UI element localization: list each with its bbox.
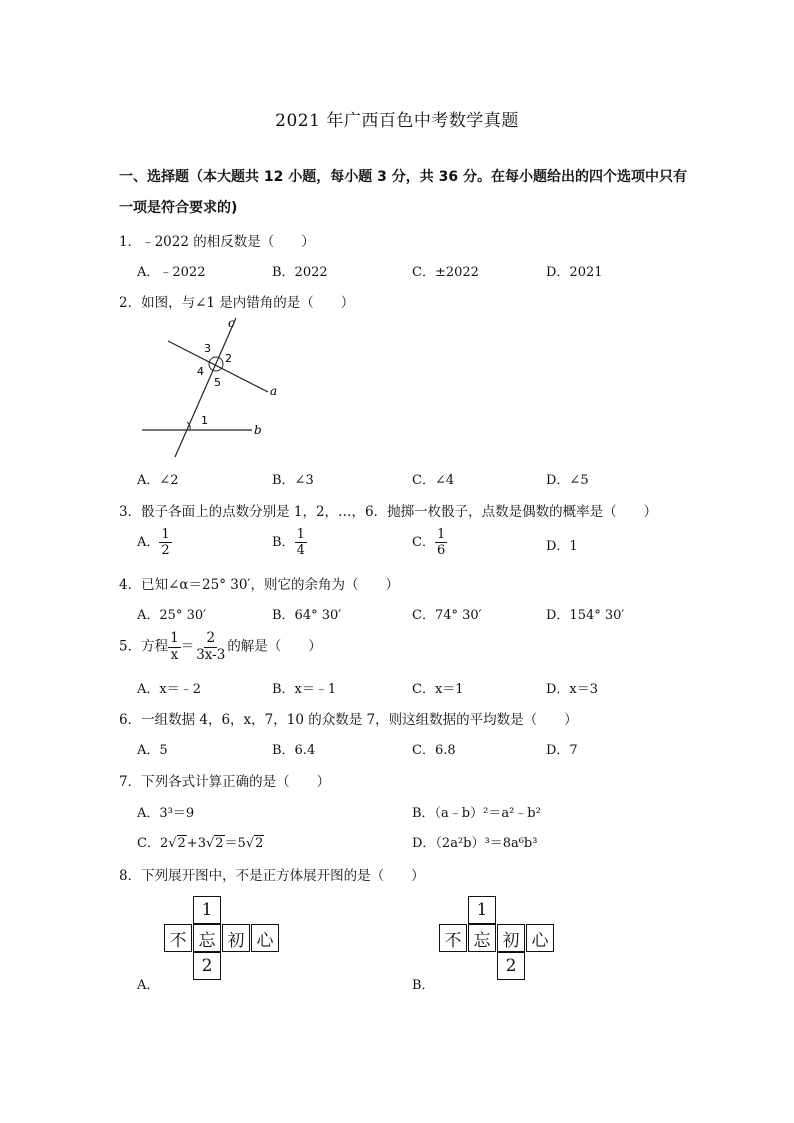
net-b-cell-3: 初 bbox=[497, 924, 525, 952]
net-a-cell-4: 心 bbox=[251, 924, 279, 952]
q8-option-b-label: B． bbox=[412, 978, 435, 993]
q4-option-b: B．64° 30′ bbox=[272, 608, 342, 623]
q4-option-d: D．154° 30′ bbox=[546, 608, 625, 623]
q5-equals: ＝ bbox=[180, 638, 195, 655]
q7-c-radicand-1: 2 bbox=[177, 836, 186, 851]
q7-option-b: B．（a﹣b）²＝a²﹣b² bbox=[412, 806, 541, 821]
q1-option-c: C．±2022 bbox=[412, 265, 479, 280]
net-a-cell-top: 1 bbox=[193, 896, 221, 924]
q5-right-numerator: 2 bbox=[206, 630, 216, 646]
net-a-cell-3: 初 bbox=[222, 924, 250, 952]
section-heading-line2: 一项是符合要求的) bbox=[119, 200, 238, 216]
q8-net-b bbox=[439, 896, 559, 984]
section-heading-line1: 一、选择题（本大题共 12 小题，每小题 3 分，共 36 分。在每小题给出的四个选项中只有 bbox=[119, 169, 687, 185]
q5-option-b: B．x＝﹣1 bbox=[272, 682, 337, 697]
q3-c-numerator: 1 bbox=[436, 527, 446, 542]
q3-option-d: D．1 bbox=[546, 539, 578, 554]
net-a-cell-2: 忘 bbox=[193, 924, 221, 952]
q5-right-fraction bbox=[194, 632, 227, 662]
q7-option-a: A．3³＝9 bbox=[137, 806, 195, 821]
q3-c-prefix: C． bbox=[412, 535, 435, 550]
q2-angle-figure bbox=[130, 312, 280, 462]
q3-c-fraction bbox=[435, 528, 447, 557]
q5-suffix: 的解是（ ） bbox=[227, 638, 322, 655]
q2-option-b: B．∠3 bbox=[272, 473, 314, 488]
net-b-cell-2: 忘 bbox=[468, 924, 496, 952]
line-c bbox=[175, 318, 236, 457]
label-c: c bbox=[228, 316, 235, 330]
q5-right-denominator: 3x-3 bbox=[196, 646, 226, 663]
q6-option-b: B．6.4 bbox=[272, 743, 316, 758]
q7-c-radicand-3: 2 bbox=[255, 836, 264, 851]
q3-a-fraction bbox=[159, 528, 171, 557]
q7-c-radicand-2: 2 bbox=[215, 836, 224, 851]
label-5: 5 bbox=[214, 376, 221, 389]
q5-option-c: C．x＝1 bbox=[412, 682, 464, 697]
q5-left-denominator: x bbox=[170, 646, 179, 663]
q1-option-a: A．﹣2022 bbox=[137, 265, 206, 280]
net-b-cell-top: 1 bbox=[468, 896, 496, 924]
q5-stem bbox=[119, 632, 322, 662]
label-3: 3 bbox=[204, 342, 211, 355]
q3-b-numerator: 1 bbox=[296, 527, 305, 542]
q3-b-fraction bbox=[295, 528, 307, 557]
label-a: a bbox=[270, 384, 278, 398]
q8-net-a bbox=[164, 896, 284, 984]
q4-option-c: C．74° 30′ bbox=[412, 608, 482, 623]
q2-option-d: D．∠5 bbox=[546, 473, 589, 488]
net-b-cell-bottom: 2 bbox=[497, 952, 525, 980]
net-a-cell-1: 不 bbox=[164, 924, 192, 952]
q6-option-a: A．5 bbox=[137, 743, 168, 758]
q3-option-a bbox=[137, 528, 172, 557]
q6-option-c: C．6.8 bbox=[412, 743, 456, 758]
q7-c-mid: +3 bbox=[186, 836, 206, 851]
q5-prefix: 5．方程 bbox=[119, 638, 169, 655]
q3-b-prefix: B． bbox=[272, 535, 295, 550]
q5-option-a: A．x＝﹣2 bbox=[137, 682, 201, 697]
q4-option-a: A．25° 30′ bbox=[137, 608, 207, 623]
page-title: 2021 年广西百色中考数学真题 bbox=[275, 111, 519, 131]
label-b: b bbox=[254, 423, 262, 437]
q1-option-d: D．2021 bbox=[546, 265, 603, 280]
q7-option-c: C．2√2+3√2＝5√2 bbox=[137, 836, 264, 851]
q3-stem: 3．骰子各面上的点数分别是 1，2，…，6．抛掷一枚骰子，点数是偶数的概率是（ ） bbox=[119, 504, 658, 520]
q6-stem: 6．一组数据 4，6，x，7，10 的众数是 7，则这组数据的平均数是（ ） bbox=[119, 712, 578, 728]
q3-a-prefix: A． bbox=[137, 535, 160, 550]
q5-left-numerator: 1 bbox=[170, 630, 179, 646]
q4-stem: 4．已知∠α＝25° 30′，则它的余角为（ ） bbox=[119, 577, 399, 593]
q2-option-c: C．∠4 bbox=[412, 473, 455, 488]
q2-stem: 2．如图，与∠1 是内错角的是（ ） bbox=[119, 295, 355, 311]
q6-option-d: D．7 bbox=[546, 743, 578, 758]
q1-stem: 1．﹣2022 的相反数是（ ） bbox=[119, 234, 315, 250]
q5-left-fraction bbox=[168, 632, 181, 662]
label-4: 4 bbox=[197, 365, 204, 378]
q5-option-d: D．x＝3 bbox=[546, 682, 599, 697]
net-b-cell-1: 不 bbox=[439, 924, 467, 952]
q7-option-d: D．（2a²b）³＝8a⁶b³ bbox=[412, 836, 538, 851]
q3-a-denominator: 2 bbox=[161, 543, 170, 558]
q3-option-b bbox=[272, 528, 307, 557]
label-1: 1 bbox=[201, 414, 208, 427]
q7-c-pre: C．2 bbox=[137, 836, 169, 851]
q7-c-mid2: ＝5 bbox=[224, 836, 246, 851]
q2-option-a: A．∠2 bbox=[137, 473, 179, 488]
q3-option-c bbox=[412, 528, 447, 557]
q7-stem: 7．下列各式计算正确的是（ ） bbox=[119, 774, 331, 790]
q8-option-a-label: A． bbox=[137, 978, 160, 993]
net-a-cell-bottom: 2 bbox=[193, 952, 221, 980]
label-2: 2 bbox=[225, 352, 232, 365]
q3-c-denominator: 6 bbox=[436, 543, 446, 558]
net-b-cell-4: 心 bbox=[526, 924, 554, 952]
q3-a-numerator: 1 bbox=[161, 527, 170, 542]
q1-option-b: B．2022 bbox=[272, 265, 328, 280]
q8-stem: 8．下列展开图中，不是正方体展开图的是（ ） bbox=[119, 868, 425, 884]
q3-b-denominator: 4 bbox=[296, 543, 305, 558]
